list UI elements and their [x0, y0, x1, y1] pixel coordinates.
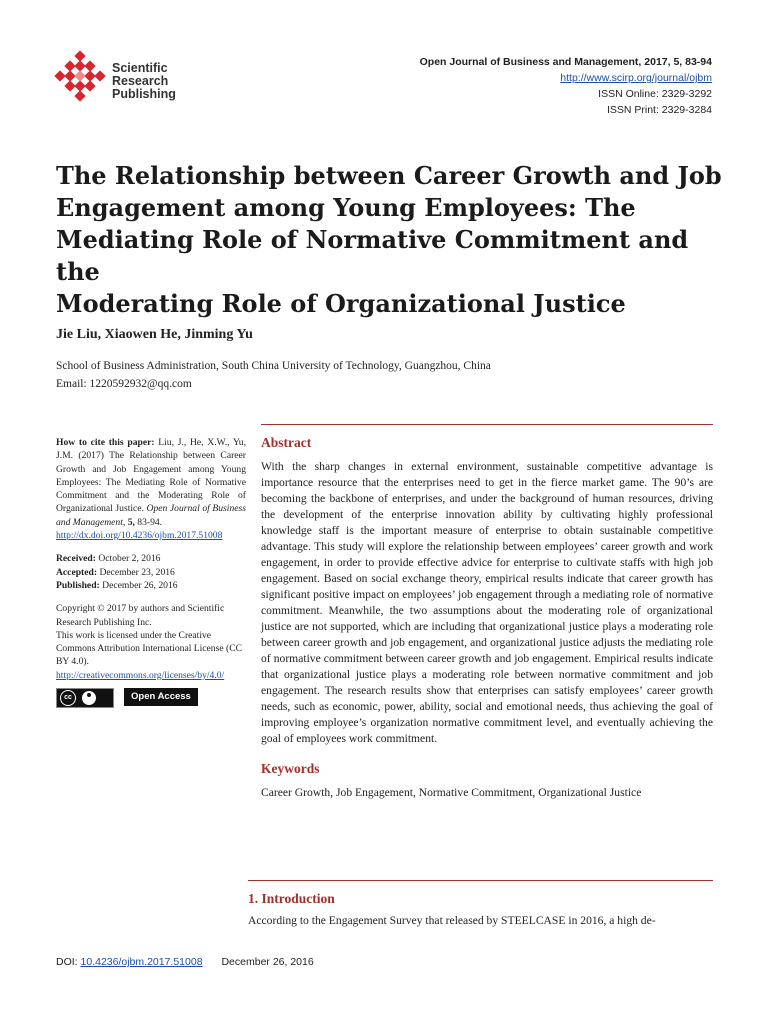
- abstract-heading: Abstract: [261, 435, 312, 450]
- cite-volume: 5,: [127, 516, 135, 528]
- title-line: Moderating Role of Organizational Justice: [56, 289, 626, 318]
- published-date: December 26, 2016: [102, 579, 178, 591]
- dates-block: [56, 552, 246, 592]
- cite-text: Liu, J., He, X.W., Yu, J.M. (2017) The Relationship between Career Growth and Job Engagement among Young Employees: The Mediating Role of Normative Commitment and the Moderating Role of Organizational Justice.: [56, 437, 246, 515]
- affiliation: School of Business Administration, South China University of Technology, Guangzhou, China: [56, 360, 491, 372]
- cite-label: How to cite this paper:: [56, 437, 155, 448]
- footer-date: December 26, 2016: [221, 956, 314, 968]
- journal-header: [420, 54, 712, 118]
- license-url-link[interactable]: http://creativecommons.org/licenses/by/4.0/: [56, 669, 225, 681]
- title-line: Engagement among Young Employees: The: [56, 193, 636, 222]
- publisher-name-line1: Scientific: [112, 61, 168, 75]
- attribution-icon: [82, 691, 96, 705]
- doi-label: DOI:: [56, 956, 78, 968]
- license-text: This work is licensed under the Creative Commons Attribution International License (CC BY 4.0).: [56, 629, 242, 668]
- publisher-name-line3: Publishing: [112, 87, 176, 101]
- license-block: [56, 602, 246, 708]
- cite-journal: Open Journal of Business and Management,: [56, 503, 246, 528]
- accepted-date: December 23, 2016: [99, 566, 175, 578]
- received-label: Received:: [56, 553, 96, 565]
- issn-print: ISSN Print: 2329-3284: [606, 104, 712, 116]
- cite-doi-link[interactable]: http://dx.doi.org/10.4236/ojbm.2017.51008: [56, 530, 223, 542]
- page-footer: [56, 956, 314, 968]
- title-line: The Relationship between Career Growth and Job: [56, 161, 722, 190]
- cite-pages: 83-94.: [137, 516, 163, 528]
- title-line: Mediating Role of Normative Commitment and the: [56, 225, 689, 286]
- cc-icon: cc: [60, 690, 76, 706]
- authors: Jie Liu, Xiaowen He, Jinming Yu: [56, 327, 253, 342]
- cc-by-badge[interactable]: [56, 688, 114, 708]
- publisher-name-line2: Research: [112, 74, 169, 88]
- issn-online: ISSN Online: 2329-3292: [598, 88, 712, 100]
- introduction-rule: [248, 880, 713, 881]
- author-email: Email: 1220592932@qq.com: [56, 378, 192, 390]
- keywords-text: Career Growth, Job Engagement, Normative Commitment, Organizational Justice: [261, 786, 642, 799]
- abstract-rule: [261, 424, 713, 425]
- publisher-logo: [52, 50, 192, 110]
- abstract-section: [261, 424, 713, 801]
- citation-block: [56, 436, 246, 542]
- introduction-section: [248, 880, 713, 929]
- article-info-sidebar: [56, 436, 246, 708]
- keywords-heading: Keywords: [261, 761, 320, 776]
- journal-name: Open Journal of Business and Management, 2017, 5, 83-94: [419, 56, 712, 68]
- paper-title: [56, 160, 736, 320]
- journal-url-link[interactable]: http://www.scirp.org/journal/ojbm: [560, 72, 712, 84]
- received-date: October 2, 2016: [98, 553, 161, 565]
- footer-doi-link[interactable]: 10.4236/ojbm.2017.51008: [80, 956, 203, 968]
- accepted-label: Accepted:: [56, 566, 98, 578]
- introduction-heading: 1. Introduction: [248, 891, 335, 906]
- copyright-text: Copyright © 2017 by authors and Scientific Research Publishing Inc.: [56, 603, 225, 628]
- abstract-text: With the sharp changes in external environment, sustainable competitive advantage is importance resource that the enterprises need to get in the fierce market game. The 90’s are becoming the backbone of enterprises, and under the background of human resources, driving the development of the enterprise innovation ability by cultivating highly professional knowledge staff is the important measure of enterprise to obtain sustainable competitive advantage. This study will explore the relationship between employees’ career growth and work engagement, in order to provide effective advice for enterprise to cultivate staffs with high job engagement. Based on social exchange theory, empirical results indicate that career growth has significant positive impact on employees’ job engagement through a mediating role of normative commitment. Meanwhile, the two assumptions about the moderating role of organizational justice are not supported, which are including that organizational justice plays a moderating role between career growth and job engagement, and organizational justice adjusts the mediating role of normative commitment between career growth and job engagement. Empirical results indicate that organizational justice plays a moderating role between normative commitment and job engagement. The research results show that enterprises can satisfy employees’ career growth needs, such as economic, power, ability, social and emotional needs, thus achieving the goal of improving employee’s organization normative commitment level, and eventually achieving the goal of employees work commitment.: [261, 460, 713, 745]
- introduction-text: According to the Engagement Survey that released by STEELCASE in 2016, a high de-: [248, 914, 656, 927]
- published-label: Published:: [56, 579, 100, 591]
- open-access-badge: Open Access: [124, 688, 198, 706]
- publisher-logo-icon: [52, 50, 108, 106]
